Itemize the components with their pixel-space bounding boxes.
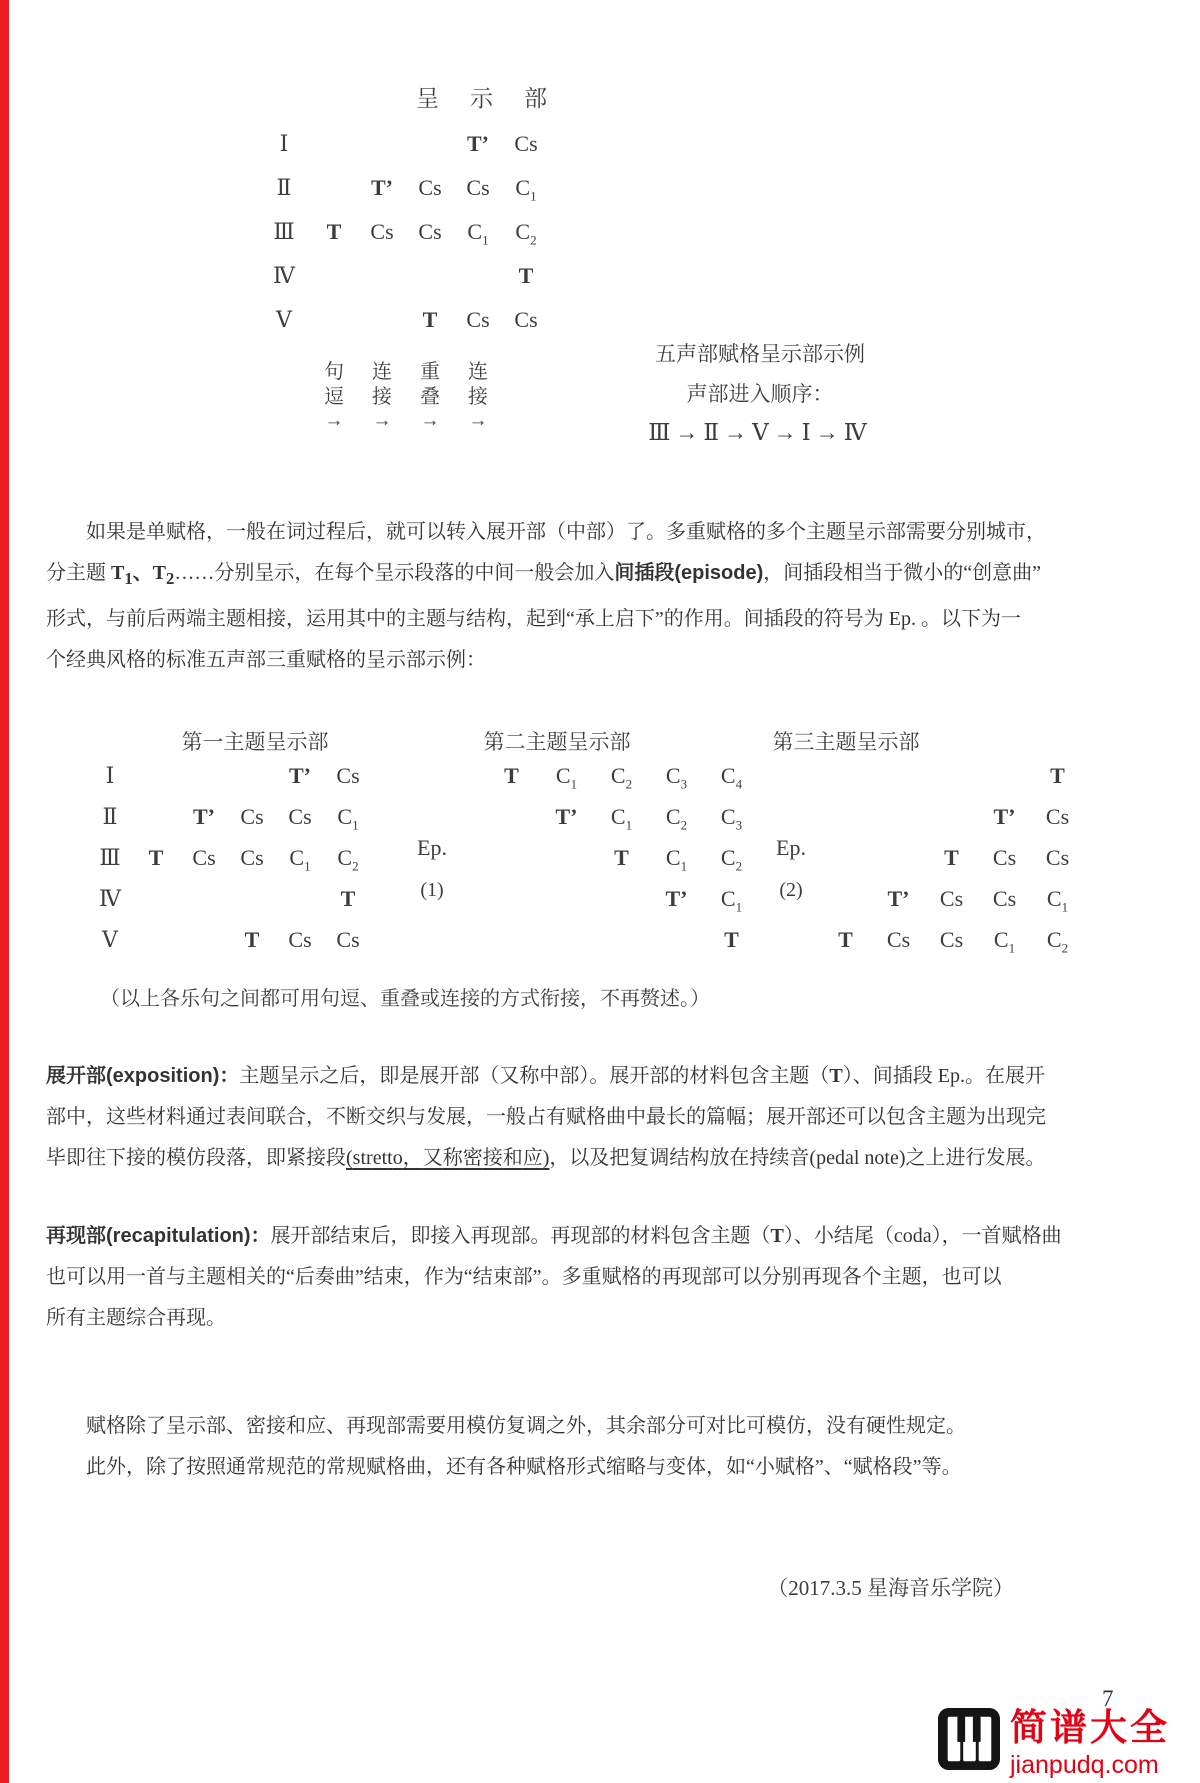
episode-marker-2 [761, 836, 821, 902]
voice-row-label: Ⅱ [276, 175, 292, 200]
voice-cell: T [148, 845, 164, 870]
logo-text [1010, 1708, 1170, 1779]
voice-cell: T [944, 845, 959, 870]
episode-marker-1 [402, 836, 462, 902]
text-segment: ）、小结尾（coda），一首赋格曲 [783, 1225, 1062, 1247]
voice-cell: $C_1$ [993, 927, 1016, 956]
voice-cell: Cs [992, 886, 1017, 911]
voice-cell: $C_2$ [665, 804, 688, 833]
text-segment: 再现部(recapitulation)： [46, 1225, 271, 1247]
voice-cell: T [614, 845, 629, 870]
voice-cell: Cs [886, 927, 911, 952]
text-segment: 也可以用一首与主题相关的“后奏曲”结束，作为“结束部”。多重赋格的再现部可以分别再现各个主题，也可以 [46, 1266, 1002, 1288]
text-segment: 部中，这些材料通过表间联合，不断交织与发展，一般占有赋格曲中最长的篇幅；展开部还可以包含主题为出现完 [46, 1106, 1046, 1128]
voice-cell: T [244, 927, 260, 952]
joint-label: 连 接 → [358, 360, 406, 432]
paragraph-intro [46, 512, 1046, 681]
voice-cell: $C_2$ [1046, 927, 1069, 956]
diagram1-joint-labels [258, 360, 550, 432]
voice-cell: Cs [336, 927, 360, 952]
voice-cell: T’ [555, 804, 578, 829]
voice-cell: T [422, 307, 438, 332]
voice-cell: Cs [514, 131, 538, 156]
text-segment: T [770, 1225, 784, 1247]
text-line [46, 1298, 1026, 1339]
text-segment: ，以及把复调结构放在持续音(pedal note)之上进行发展。 [549, 1147, 1046, 1169]
text-segment: 个经典风格的标准五声部三重赋格的呈示部示例： [46, 649, 486, 671]
text-line [46, 553, 1042, 599]
voice-cell: $C_4$ [720, 763, 743, 792]
watermark-logo [938, 1708, 1170, 1779]
voice-cell: T’ [665, 886, 688, 911]
voice-cell: $C_2$ [720, 845, 743, 874]
voice-row-label: Ⅳ [99, 886, 121, 911]
voice-cell: Cs [939, 886, 964, 911]
voice-cell: Cs [370, 219, 394, 244]
voice-row-label: Ⅲ [273, 219, 295, 244]
episode-label: Ep. [776, 835, 806, 860]
voice-cell: $C_1$ [515, 175, 537, 204]
date-attribution: （2017.3.5 星海音乐学院） [767, 1576, 1014, 1600]
voice-cell: $C_1$ [720, 886, 743, 915]
voice-cell: T [326, 219, 342, 244]
voice-cell: Cs [1045, 845, 1070, 870]
text-line [46, 1097, 1046, 1138]
voice-cell: T’ [370, 175, 393, 200]
text-segment: ，间插段相当于微小的“创意曲” [763, 562, 1042, 584]
voice-cell: Cs [418, 219, 442, 244]
paragraph-closing [46, 1406, 1026, 1488]
episode-number: (1) [420, 879, 444, 901]
voice-row-label: Ⅱ [102, 804, 118, 829]
page-number: 7 [1102, 1686, 1114, 1711]
caption-entry-order-sequence: Ⅲ→Ⅱ→Ⅴ→Ⅰ→Ⅳ [648, 420, 872, 445]
piano-icon [938, 1708, 1000, 1770]
text-segment: $T_1$、$T_2$ [111, 562, 175, 588]
voice-cell: $C_1$ [289, 845, 311, 874]
logo-site-name: 简谱大全 [1010, 1707, 1170, 1748]
voice-row-label: Ⅰ [279, 131, 289, 156]
voice-cell: $C_1$ [665, 845, 688, 874]
text-line [46, 599, 1026, 640]
text-segment: 主题呈示之后，即是展开部（又称中部）。展开部的材料包含主题（ [239, 1065, 830, 1087]
text-line [46, 640, 1026, 681]
text-segment: ）、间插段 Ep.。在展开 [842, 1065, 1045, 1087]
text-segment: 所有主题综合再现。 [46, 1307, 226, 1329]
voice-cell: Cs [418, 175, 442, 200]
voice-row-label: Ⅳ [273, 263, 295, 288]
text-segment: 如果是单赋格，一般在词过程后，就可以转入展开部（中部）了。多重赋格的多个主题呈示部需要分别城市， [86, 521, 1046, 543]
voice-cell: $C_2$ [610, 763, 633, 792]
voice-cell: Cs [288, 927, 312, 952]
diagram2-header-theme1: 第一主题呈示部 [181, 730, 329, 754]
episode-number: (2) [779, 879, 803, 901]
text-line [46, 1257, 1026, 1298]
text-line [46, 1447, 1026, 1488]
text-line [46, 1406, 1026, 1447]
right-arrow-icon: → [324, 410, 344, 431]
voice-cell: T’ [466, 131, 489, 156]
voice-cell: Cs [240, 804, 264, 829]
diagram2-header-theme3: 第三主题呈示部 [772, 730, 920, 754]
voice-cell: $C_3$ [720, 804, 743, 833]
voice-cell: Cs [514, 307, 538, 332]
text-segment: (stretto，又称密接和应) [346, 1147, 550, 1169]
paragraph-development [46, 1056, 1046, 1179]
voice-cell: $C_1$ [467, 219, 489, 248]
voice-cell: Cs [192, 845, 216, 870]
voice-cell: T’ [192, 804, 215, 829]
text-segment: 赋格除了呈示部、密接和应、再现部需要用模仿复调之外，其余部分可对比可模仿，没有硬性规定。 [86, 1415, 966, 1437]
text-line [46, 1056, 1045, 1097]
voice-row-label: Ⅴ [276, 307, 292, 332]
voice-cell: T [724, 927, 739, 952]
joint-label: 重 叠 → [406, 360, 454, 432]
diagram2-header-theme2: 第二主题呈示部 [483, 730, 631, 754]
voice-cell: Cs [240, 845, 264, 870]
caption-example-title: 五声部赋格呈示部示例 [655, 342, 865, 366]
voice-cell: T [340, 886, 356, 911]
text-segment: 形式，与前后两端主题相接，运用其中的主题与结构，起到“承上启下”的作用。间插段的符号为 Ep. 。以下为一 [46, 608, 1021, 630]
voice-cell: T [1050, 763, 1065, 788]
text-segment: 展开部(exposition)： [46, 1065, 240, 1087]
text-line [46, 1216, 1062, 1257]
voice-cell: $C_1$ [337, 804, 359, 833]
diagram2-note: （以上各乐句之间都可用句逗、重叠或连接的方式衔接，不再赘述。） [100, 988, 710, 1010]
voice-cell: Cs [466, 307, 490, 332]
text-segment: 此外，除了按照通常规范的常规赋格曲，还有各种赋格形式缩略与变体，如“小赋格”、“赋格段”等。 [86, 1456, 962, 1478]
voice-cell: T [838, 927, 853, 952]
voice-cell: $C_2$ [515, 219, 537, 248]
text-line [46, 512, 1046, 553]
voice-cell: Cs [466, 175, 490, 200]
diagram1-title: 呈示部 [416, 86, 578, 111]
right-arrow-icon: → [420, 410, 440, 431]
left-accent-bar [0, 0, 9, 1783]
text-segment: 展开部结束后，即接入再现部。再现部的材料包含主题（ [270, 1225, 771, 1247]
episode-label: Ep. [417, 835, 447, 860]
diagram2-voice-grid [88, 755, 1084, 960]
joint-label: 连 接 → [454, 360, 502, 432]
text-segment: T [829, 1065, 843, 1087]
text-line [46, 1138, 1046, 1179]
text-segment: 间插段(episode) [614, 562, 764, 584]
voice-cell: Cs [939, 927, 964, 952]
voice-row-label: Ⅴ [102, 927, 118, 952]
voice-cell: T’ [993, 804, 1016, 829]
diagram1-caption [585, 342, 935, 445]
caption-entry-order-label: 声部进入顺序： [686, 382, 834, 406]
voice-cell: $C_1$ [1046, 886, 1069, 915]
voice-cell: $C_3$ [665, 763, 688, 792]
text-segment: 毕即往下接的模仿段落，即紧接段 [46, 1147, 346, 1169]
voice-cell: $C_2$ [337, 845, 359, 874]
voice-cell: $C_1$ [610, 804, 633, 833]
voice-cell: Cs [1045, 804, 1070, 829]
voice-cell: Cs [288, 804, 312, 829]
joint-label: 句 逗 → [310, 360, 358, 432]
voice-cell: T’ [288, 763, 311, 788]
voice-cell: T [504, 763, 519, 788]
voice-row-label: Ⅰ [105, 763, 115, 788]
voice-cell: Cs [992, 845, 1017, 870]
paragraph-recapitulation [46, 1216, 1062, 1339]
voice-cell: $C_1$ [555, 763, 578, 792]
voice-cell: Cs [336, 763, 360, 788]
logo-site-url: jianpudq.com [1010, 1751, 1159, 1779]
voice-cell: T’ [887, 886, 910, 911]
voice-cell: T [518, 263, 534, 288]
text-segment: ……分别呈示，在每个呈示段落的中间一般会加入 [174, 562, 615, 584]
text-segment: 分主题 [46, 562, 106, 584]
diagram1-voice-grid [258, 122, 550, 342]
voice-row-label: Ⅲ [99, 845, 121, 870]
right-arrow-icon: → [468, 410, 488, 431]
right-arrow-icon: → [372, 410, 392, 431]
